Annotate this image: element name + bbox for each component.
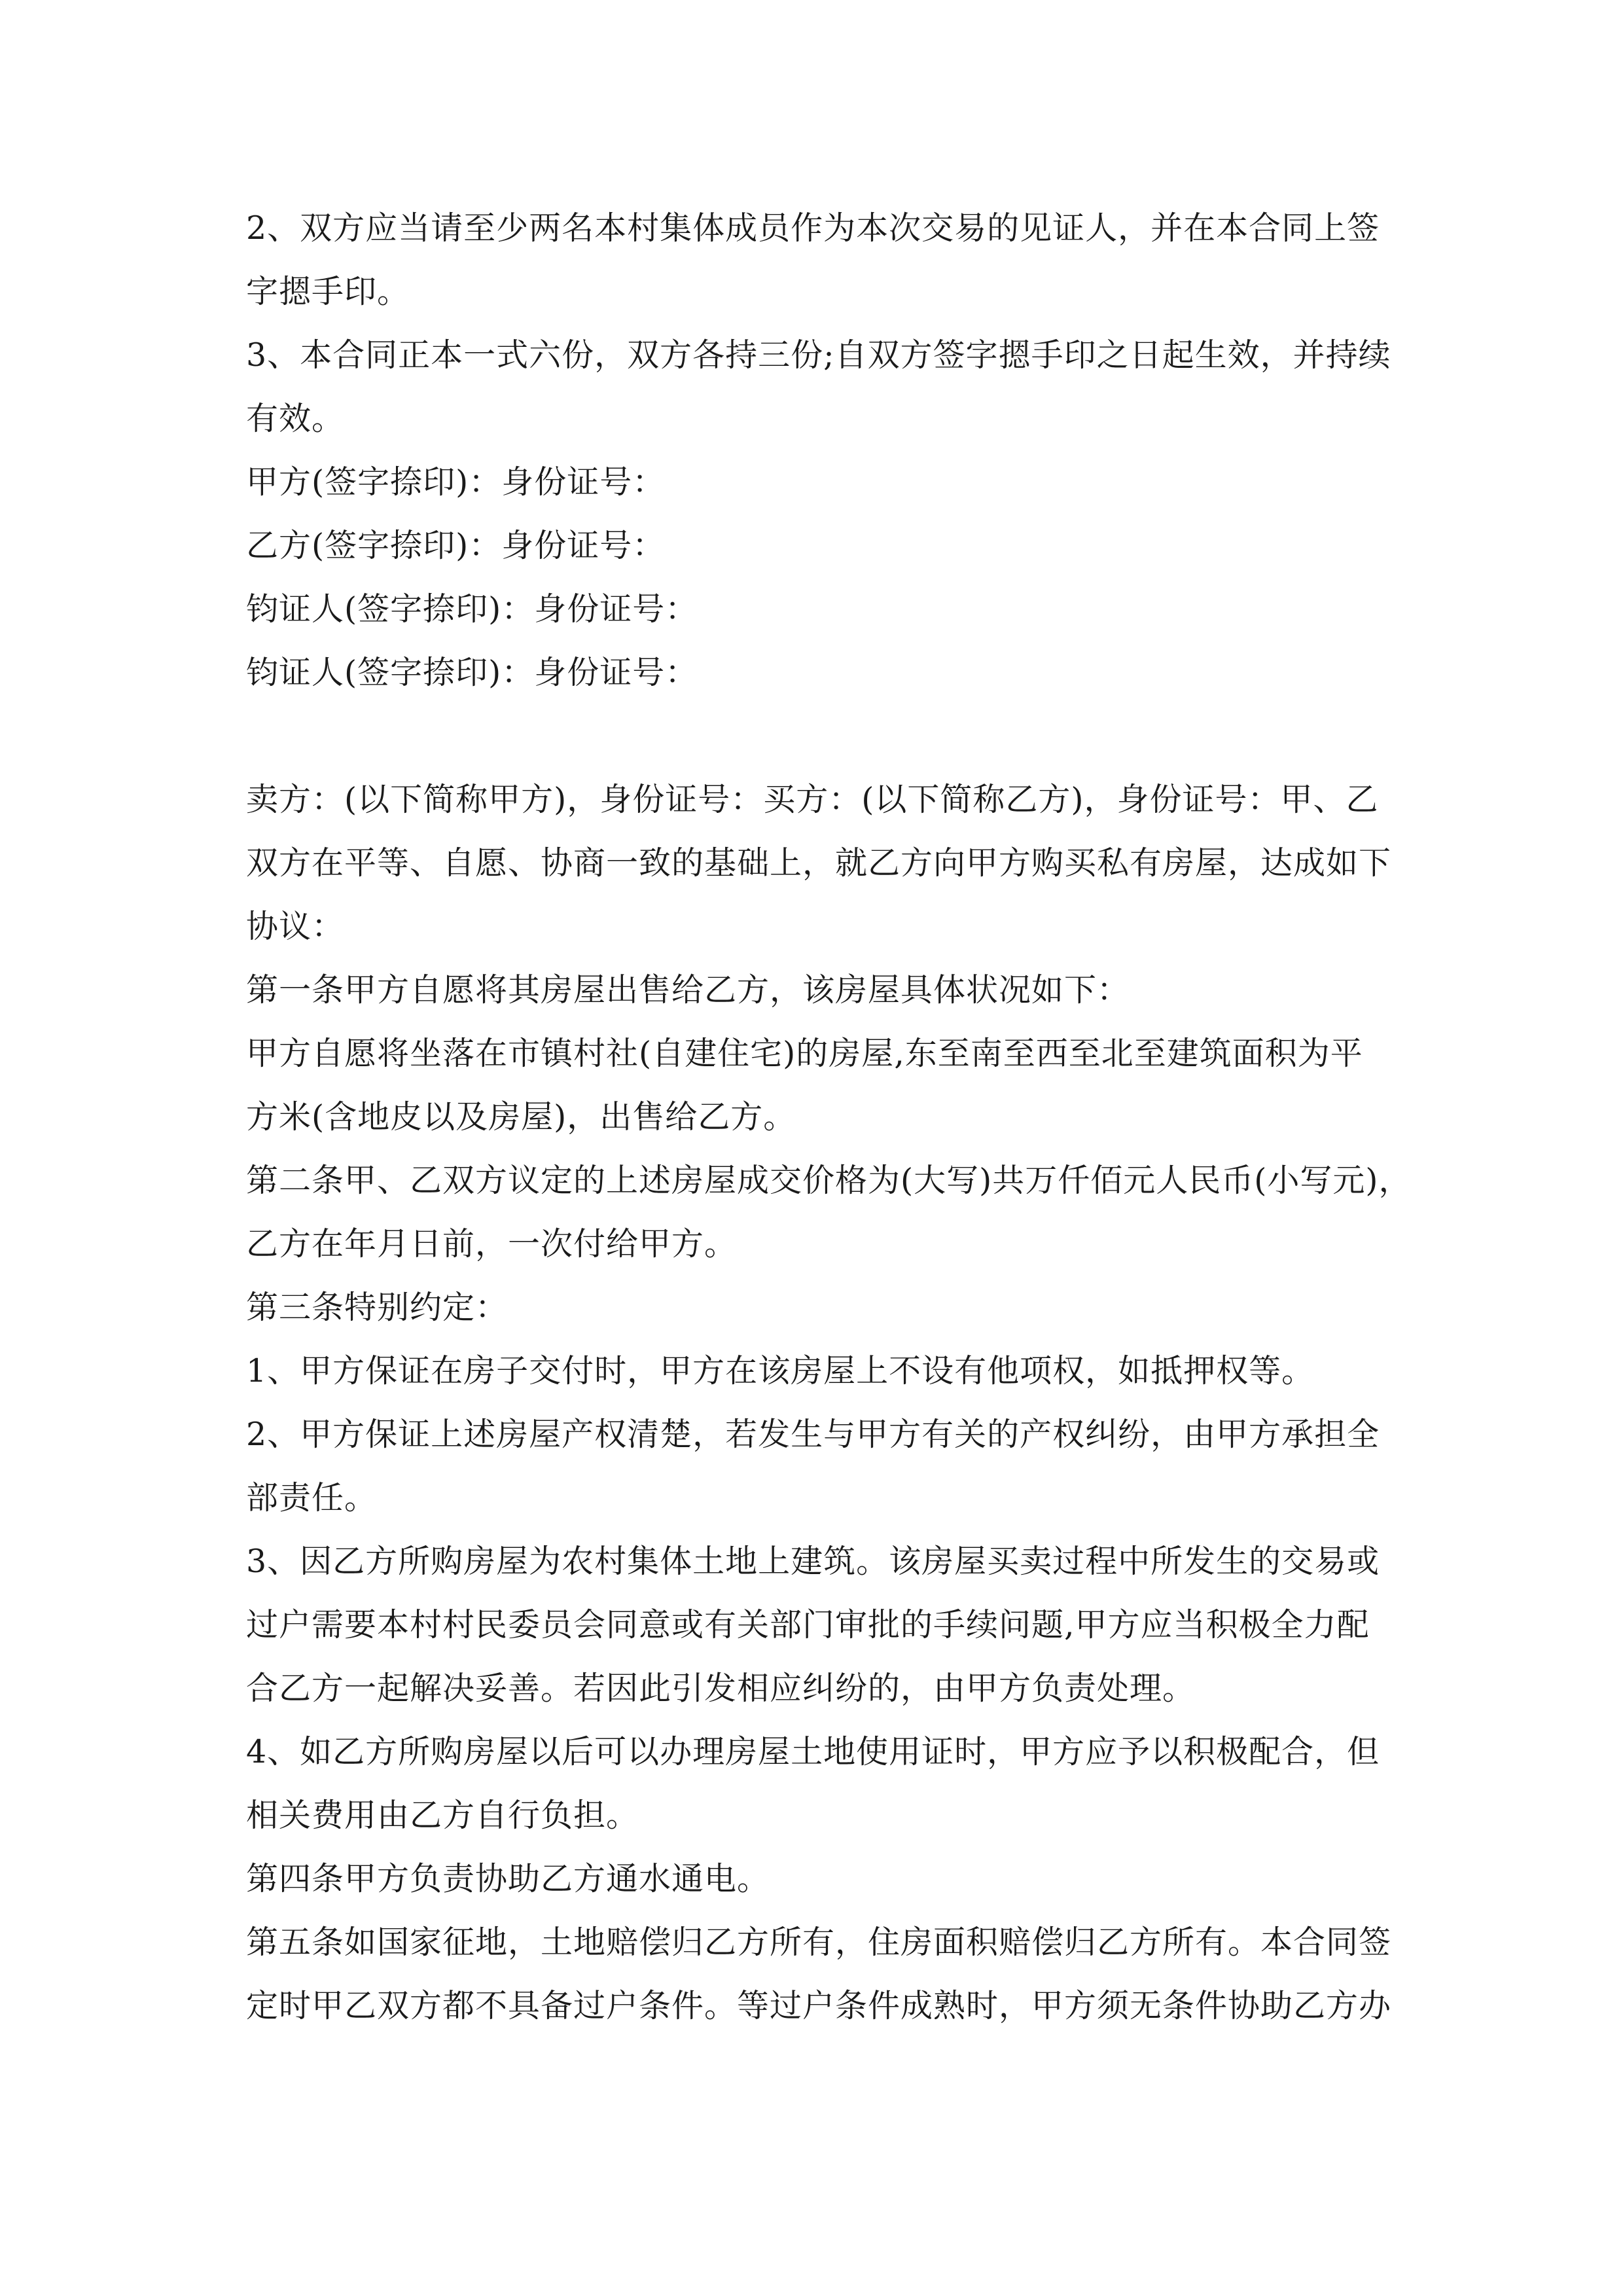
- text-line: 3、本合同正本一式六份，双方各持三份;自双方签字摁手印之日起生效，并持续: [246, 336, 1391, 374]
- article-heading: 第五条如国家征地，土地赔偿归乙方所有，住房面积赔偿归乙方所有。本合同签: [246, 1924, 1392, 1961]
- article-heading: 第二条甲、乙双方议定的上述房屋成交价格为(大写)共万仟佰元人民币(小写元)，: [246, 1162, 1412, 1199]
- text-line: 1、甲方保证在房子交付时，甲方在该房屋上不设有他项权，如抵押权等。: [246, 1352, 1315, 1390]
- text-line: 双方在平等、自愿、协商一致的基础上，就乙方向甲方购买私有房屋，达成如下: [246, 844, 1392, 882]
- text-line: 合乙方一起解决妥善。若因此引发相应纠纷的，由甲方负责处理。: [246, 1670, 1196, 1707]
- text-line: 方米(含地皮以及房屋)，出售给乙方。: [246, 1098, 796, 1136]
- text-line: 部责任。: [246, 1479, 378, 1516]
- text-line: 3、因乙方所购房屋为农村集体土地上建筑。该房屋买卖过程中所发生的交易或: [246, 1543, 1380, 1580]
- document-body: [246, 196, 1412, 2037]
- article-heading: 第四条甲方负责协助乙方通水通电。: [246, 1860, 770, 1897]
- article-heading: 第一条甲方自愿将其房屋出售给乙方，该房屋具体状况如下：: [246, 971, 1130, 1009]
- text-line: 相关费用由乙方自行负担。: [246, 1797, 639, 1834]
- text-line: 2、甲方保证上述房屋产权清楚，若发生与甲方有关的产权纠纷，由甲方承担全: [246, 1416, 1380, 1453]
- text-line: 字摁手印。: [246, 273, 410, 310]
- text-line: 过户需要本村村民委员会同意或有关部门审批的手续问题,甲方应当积极全力配: [246, 1606, 1370, 1643]
- article-heading: 第三条特别约定：: [246, 1289, 508, 1326]
- section-divider: [246, 704, 1385, 768]
- signature-line-party-a: 甲方(签字捺印)：身份证号：: [246, 463, 666, 501]
- text-line: 乙方在年月日前，一次付给甲方。: [246, 1225, 738, 1263]
- signature-line-witness: 钧证人(签字捺印)：身份证号：: [246, 654, 698, 691]
- text-line: 2、双方应当请至少两名本村集体成员作为本次交易的见证人，并在本合同上签: [246, 209, 1380, 247]
- text-line: 有效。: [246, 400, 345, 437]
- text-line: 定时甲乙双方都不具备过户条件。等过户条件成熟时，甲方须无条件协助乙方办: [246, 1987, 1392, 2024]
- text-line: 卖方：(以下简称甲方)，身份证号：买方：(以下简称乙方)，身份证号：甲、乙: [246, 781, 1379, 818]
- signature-line-witness: 钧证人(签字捺印)：身份证号：: [246, 590, 698, 628]
- text-line: 4、如乙方所购房屋以后可以办理房屋土地使用证时，甲方应予以积极配合，但: [246, 1733, 1380, 1770]
- text-line: 协议：: [246, 908, 345, 945]
- signature-line-party-b: 乙方(签字捺印)：身份证号：: [246, 527, 666, 564]
- text-line: 甲方自愿将坐落在市镇村社(自建住宅)的房屋,东至南至西至北至建筑面积为平: [246, 1035, 1363, 1072]
